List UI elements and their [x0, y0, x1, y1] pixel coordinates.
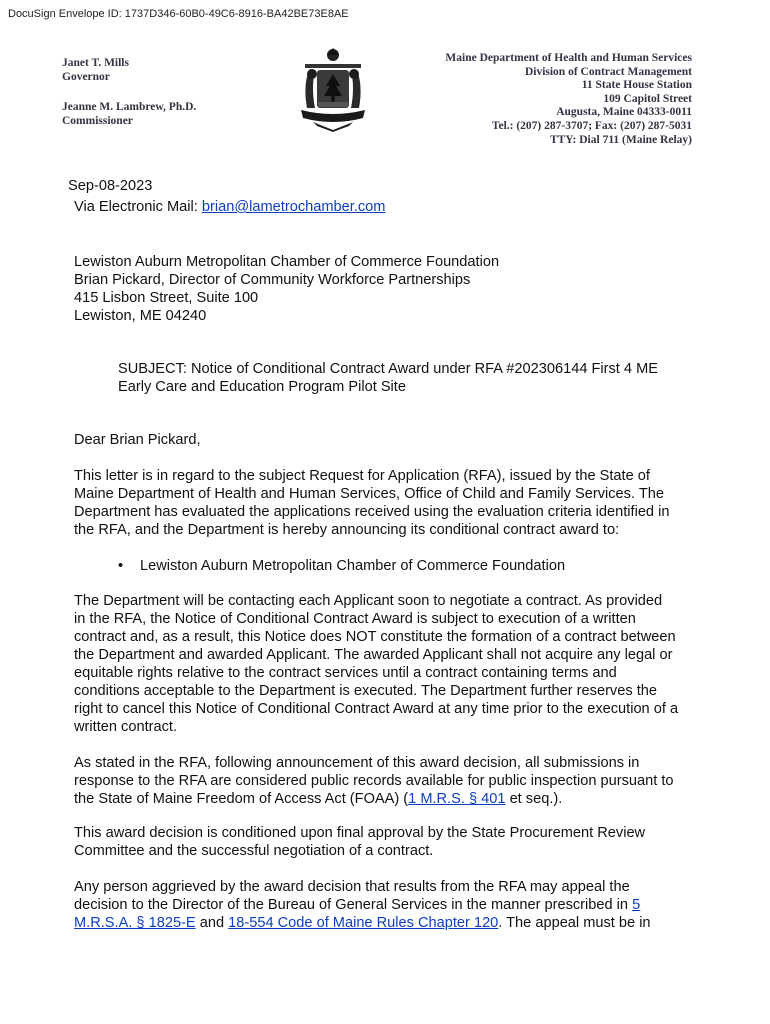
text-segment: and — [195, 915, 229, 931]
governor-title: Governor — [62, 71, 110, 83]
address-line: Lewiston Auburn Metropolitan Chamber of Commerce Foundation — [74, 254, 500, 270]
department-line: 11 State House Station — [581, 79, 692, 92]
paragraph-line — [74, 790, 704, 808]
docusign-envelope-id: DocuSign Envelope ID: 1737D346-60B0-49C6-8916-BA42BE73E8AE — [8, 8, 349, 20]
text-segment: the State of Maine Freedom of Access Act (FOAA) ( — [74, 791, 409, 807]
awardee-bullet-item — [118, 558, 565, 574]
text-segment: . The appeal must be in — [498, 915, 651, 931]
department-line: Division of Contract Management — [524, 65, 692, 78]
msra-statute-link-part2[interactable]: M.R.S.A. § 1825-E — [74, 915, 196, 931]
paragraph-appeal — [74, 878, 704, 932]
paragraph-negotiation — [74, 592, 704, 736]
department-line: Augusta, Maine 04333-0011 — [556, 106, 692, 119]
paragraph-line: written contract. — [74, 719, 178, 735]
governor-name: Janet T. Mills — [62, 57, 129, 69]
text-segment: et seq.). — [505, 791, 563, 807]
awardee-name: Lewiston Auburn Metropolitan Chamber of Commerce Foundation — [140, 558, 566, 574]
department-line: Maine Department of Health and Human Services — [445, 52, 692, 64]
recipient-address — [74, 253, 704, 325]
paragraph-line — [74, 914, 704, 932]
address-line: Lewiston, ME 04240 — [74, 308, 207, 324]
paragraph-line: As stated in the RFA, following announcement of this award decision, all submissions in — [74, 755, 640, 771]
paragraph-intro — [74, 467, 704, 539]
msra-statute-link-part1[interactable]: 5 — [632, 897, 641, 913]
recipient-email-link[interactable]: brian@lametrochamber.com — [201, 199, 386, 215]
foaa-statute-link[interactable]: 1 M.R.S. § 401 — [408, 791, 506, 807]
paragraph-line: the RFA, and the Department is hereby announcing its conditional contract award to: — [74, 522, 620, 538]
via-email-line — [74, 199, 385, 215]
paragraph-line: equitable rights relative to the contract services until a contract containing terms and — [74, 665, 617, 681]
paragraph-line: the Department and awarded Applicant. The awarded Applicant shall not acquire any legal or — [74, 647, 673, 663]
paragraph-line: Committee and the successful negotiation of a contract. — [74, 843, 434, 859]
department-address-block — [445, 52, 692, 147]
address-line: Brian Pickard, Director of Community Workforce Partnerships — [74, 272, 471, 288]
commissioner-title: Commissioner — [62, 115, 133, 127]
department-line: TTY: Dial 711 (Maine Relay) — [549, 133, 692, 146]
paragraph-public-records — [74, 754, 704, 808]
paragraph-line: Department has evaluated the applications received using the evaluation criteria identified in — [74, 504, 670, 520]
officials-block — [62, 56, 196, 128]
subject-line: SUBJECT: Notice of Conditional Contract Award under RFA #202306144 First 4 ME — [118, 361, 658, 377]
paragraph-line: This award decision is conditioned upon final approval by the State Procurement Review — [74, 825, 646, 841]
paragraph-line: conditions acceptable to the Department is executed. The Department further reserves the — [74, 683, 657, 699]
paragraph-line: This letter is in regard to the subject Request for Application (RFA), issued by the State of — [74, 468, 650, 484]
paragraph-approval — [74, 824, 704, 860]
department-line: 109 Capitol Street — [603, 92, 692, 105]
text-segment: decision to the Director of the Bureau of General Services in the manner prescribed in — [74, 897, 633, 913]
paragraph-line: Maine Department of Health and Human Services, Office of Child and Family Services. The — [74, 486, 664, 502]
address-line: 415 Lisbon Street, Suite 100 — [74, 290, 259, 306]
paragraph-line — [74, 896, 704, 914]
maine-state-seal-icon — [293, 46, 373, 132]
bullet-icon: • — [118, 558, 124, 574]
subject-block — [118, 360, 708, 396]
subject-line: Early Care and Education Program Pilot Site — [118, 379, 406, 395]
commissioner-name: Jeanne M. Lambrew, Ph.D. — [62, 101, 197, 113]
paragraph-line: Any person aggrieved by the award decision that results from the RFA may appeal the — [74, 879, 630, 895]
department-line: Tel.: (207) 287-3707; Fax: (207) 287-5031 — [491, 119, 692, 132]
paragraph-line: in the RFA, the Notice of Conditional Contract Award is subject to execution of a written — [74, 611, 636, 627]
code-of-maine-rules-link[interactable]: 18-554 Code of Maine Rules Chapter 120 — [228, 915, 499, 931]
via-label: Via Electronic Mail: — [74, 199, 202, 215]
paragraph-line: response to the RFA are considered public records available for public inspection pursuant to — [74, 773, 674, 789]
paragraph-line: right to cancel this Notice of Conditional Contract Award at any time prior to the execution of a — [74, 701, 679, 717]
letter-date: Sep-08-2023 — [68, 178, 153, 194]
salutation: Dear Brian Pickard, — [74, 432, 201, 448]
paragraph-line: The Department will be contacting each Applicant soon to negotiate a contract. As provided — [74, 593, 663, 609]
paragraph-line: contract and, as a result, this Notice does NOT constitute the formation of a contract between — [74, 629, 676, 645]
